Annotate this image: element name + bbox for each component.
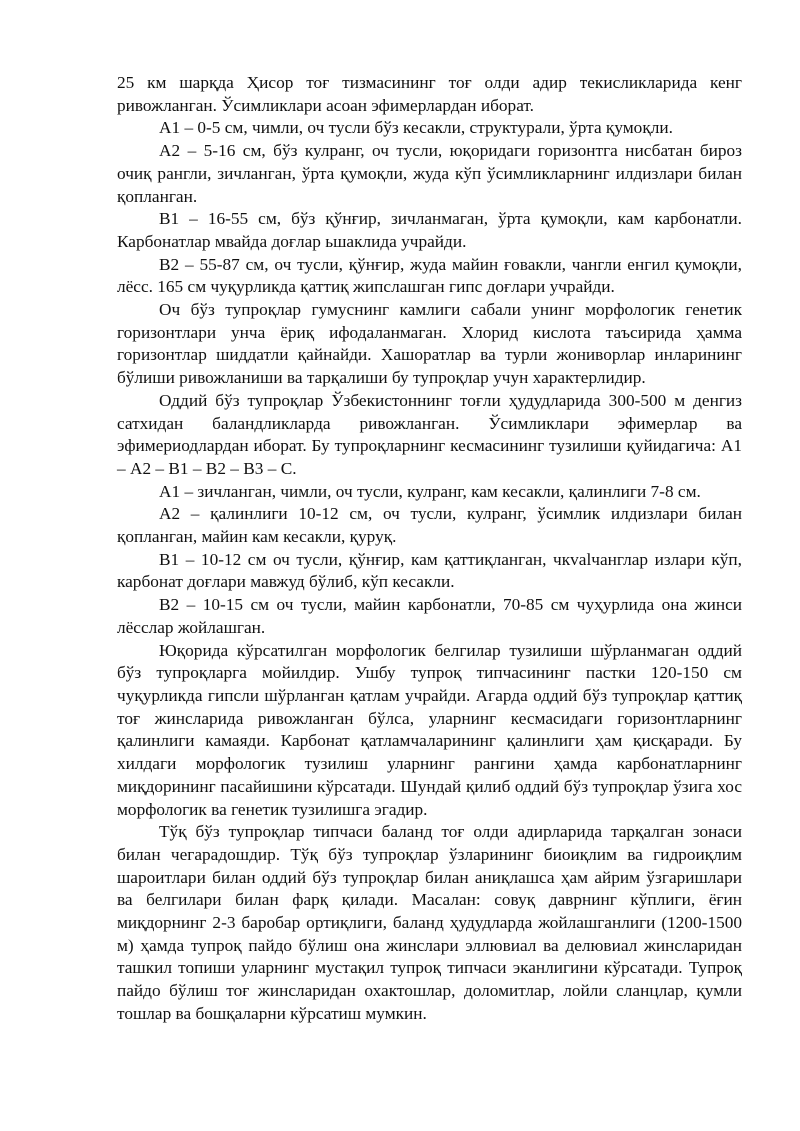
paragraph: В2 – 10-15 см оч тусли, майин карбонатли, 70-85 см чуҳурлида она жинси лёсслар жойлашган. — [117, 595, 742, 637]
document-page — [117, 72, 742, 1026]
paragraph: А2 – қалинлиги 10-12 см, оч тусли, кулранг, ўсимлик илдизлари билан қопланган, майин кам кесакли, қуруқ. — [117, 504, 742, 547]
paragraph: А2 – 5-16 см, бўз кулранг, оч тусли, юқоридаги горизонтга нисбатан бироз очиқ рангли, зичланган, ўрта қумоқли, жуда кўп ўсимликларнинг илдизлари билан қопланган. — [117, 141, 742, 206]
paragraph: Оддий бўз тупроқлар Ўзбекистоннинг тоғли ҳудудларида 300-500 м денгиз сатхидан баландликларда ривожланган. Ўсимликлари эфимерлар ва эфимериодлардан иборат. Бу тупроқларнинг кесмасининг тузилиши қуйидагича: А1 – А2 – В1 – В2 – В3 – С. — [117, 390, 742, 478]
paragraph: В1 – 10-12 см оч тусли, қўнғир, кам қаттиқланган, чкvalчанглар излари кўп, карбонат доғлари мавжуд бўлиб, кўп кесакли. — [117, 549, 742, 592]
paragraph: 25 км шарқда Ҳисор тоғ тизмасининг тоғ олди адир текисликларида кенг ривожланган. Ўсимликлари асоан эфимерлардан иборат. — [117, 73, 742, 115]
paragraph: А1 – зичланган, чимли, оч тусли, кулранг, кам кесакли, қалинлиги 7-8 см. — [159, 481, 701, 501]
paragraph: Юқорида кўрсатилган морфологик белгилар тузилиши шўрланмаган оддий бўз тупроқларга мойилдир. Ушбу тупроқ типчасининг пастки 120-150 см чуқурликда гипсли шўрланган қатлам учрайди. Агарда оддий бўз тупроқлар қаттиқ тоғ жинсларида ривожланган бўлса, уларнинг кесмасидаги горизонтларнинг қалинлиги камаяди. Карбонат қатламчаларининг қалинлиги ҳам қисқаради. Бу хилдаги морфологик тузилиш уларнинг рангини ҳамда карбонатларнинг миқдорининг пасайишини кўрсатади. Шундай қилиб оддий бўз тупроқлар ўзига хос морфологик ва генетик тузилишга эгадир. — [117, 640, 742, 819]
paragraph: А1 – 0-5 см, чимли, оч тусли бўз кесакли, структурали, ўрта қумоқли. — [159, 118, 673, 138]
paragraph: Тўқ бўз тупроқлар типчаси баланд тоғ олди адирларида тарқалган зонаси билан чегарадошдир. Тўқ бўз тупроқлар ўзларининг биоиқлим ва гидроиқлим шароитлари билан оддий бўз тупроқлар билан аниқлашса ҳам айрим ўзгаришлари ва белгилари билан фарқ қилади. Масалан: совуқ даврнинг кўплиги, ёғин миқдорнинг 2-3 баробар ортиқлиги, баланд ҳудудларда жойлашганлиги (1200-1500 м) ҳамда тупроқ пайдо бўлиш она жинслари эллювиал ва делювиал жинсларидан ташкил топиши уларнинг мустақил тупроқ типчаси эканлигини кўрсатади. Тупроқ пайдо бўлиш тоғ жинсларидан охактошлар, доломитлар, лойли сланцлар, қумли тошлар ва бошқаларни кўрсатиш мумкин. — [117, 822, 742, 1023]
paragraph: В1 – 16-55 см, бўз қўнғир, зичланмаган, ўрта қумоқли, кам карбонатли. Карбонатлар мвайда доғлар ьшаклида учрайди. — [117, 209, 742, 251]
paragraph: В2 – 55-87 см, оч тусли, қўнғир, жуда майин ғовакли, чангли енгил қумоқли, лёсс. 165 см чуқурликда қаттиқ жипслашган гипс доғлари учрайди. — [117, 254, 742, 297]
paragraph: Оч бўз тупроқлар гумуснинг камлиги сабали унинг морфологик генетик горизонтлари унча ёриқ ифодаланмаган. Хлорид кислота таъсирида ҳамма горизонтлар шиддатли қайнайди. Хашоратлар ва турли жониворлар инларининг бўлиши ривожланиши ва тарқалиши бу тупроқлар учун характерлидир. — [117, 300, 742, 388]
